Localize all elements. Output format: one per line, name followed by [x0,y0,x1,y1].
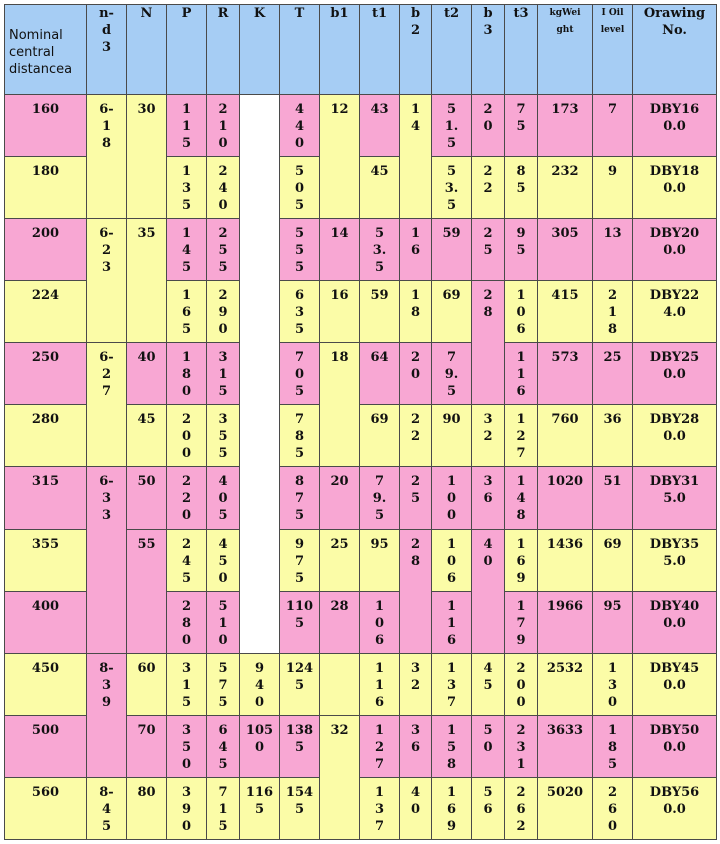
cell-t1: 64 [360,343,400,405]
cell-b3: 36 [472,467,505,529]
cell-b3: 25 [472,219,505,281]
cell-drawing: DBY200.0 [633,219,717,281]
table-row [5,653,717,715]
cell-oil: 36 [593,405,633,467]
cell-nd3: 8-45 [87,777,127,839]
cell-P: 200 [167,405,207,467]
cell-dist: 280 [5,405,87,467]
cell-K: 1050 [240,715,280,777]
cell-oil: 7 [593,95,633,157]
cell-R: 240 [207,157,240,219]
header-t1: t1 [360,5,400,95]
header-t2: t2 [432,5,472,95]
cell-t2: 137 [432,653,472,715]
cell-N: 60 [127,653,167,715]
cell-R: 450 [207,529,240,591]
cell-t3: 75 [505,95,538,157]
cell-weight: 1966 [538,591,593,653]
cell-t2: 158 [432,715,472,777]
header-row [5,5,717,95]
cell-t2: 79.5 [432,343,472,405]
cell-dist: 315 [5,467,87,529]
header-b1: b1 [320,5,360,95]
cell-t3: 148 [505,467,538,529]
cell-b1: 16 [320,281,360,343]
cell-weight: 5020 [538,777,593,839]
cell-N: 50 [127,467,167,529]
cell-P: 135 [167,157,207,219]
cell-dist: 250 [5,343,87,405]
cell-oil: 260 [593,777,633,839]
cell-t2: 106 [432,529,472,591]
cell-K: 940 [240,653,280,715]
cell-R: 255 [207,219,240,281]
cell-t1: 137 [360,777,400,839]
cell-t2: 59 [432,219,472,281]
cell-weight: 1020 [538,467,593,529]
cell-weight: 173 [538,95,593,157]
cell-oil: 95 [593,591,633,653]
cell-b3: 32 [472,405,505,467]
cell-T: 555 [280,219,320,281]
cell-b3: 50 [472,715,505,777]
cell-dist: 180 [5,157,87,219]
cell-t1: 116 [360,653,400,715]
cell-N: 35 [127,219,167,343]
cell-dist: 355 [5,529,87,591]
cell-t1: 69 [360,405,400,467]
table-row [5,467,717,529]
cell-P: 315 [167,653,207,715]
cell-R: 715 [207,777,240,839]
cell-t3: 116 [505,343,538,405]
cell-t1: 53.5 [360,219,400,281]
cell-P: 350 [167,715,207,777]
cell-P: 220 [167,467,207,529]
cell-t3: 127 [505,405,538,467]
header-P: P [167,5,207,95]
header-oil: I Oil level [593,5,633,95]
cell-oil: 51 [593,467,633,529]
cell-b1: 18 [320,343,360,467]
header-weight: kgWeight [538,5,593,95]
cell-T: 440 [280,95,320,157]
cell-N: 45 [127,405,167,467]
cell-P: 280 [167,591,207,653]
cell-N: 40 [127,343,167,405]
cell-T: 875 [280,467,320,529]
cell-t1: 95 [360,529,400,591]
header-T: T [280,5,320,95]
table-row [5,95,717,157]
cell-drawing: DBY224.0 [633,281,717,343]
header-b3: b3 [472,5,505,95]
cell-b2: 28 [400,529,432,653]
cell-t2: 90 [432,405,472,467]
cell-t3: 200 [505,653,538,715]
cell-weight: 760 [538,405,593,467]
cell-R: 210 [207,95,240,157]
cell-drawing: DBY180.0 [633,157,717,219]
cell-oil: 69 [593,529,633,591]
cell-t1: 106 [360,591,400,653]
cell-b2: 32 [400,653,432,715]
cell-nd3: 6-18 [87,95,127,219]
cell-T: 785 [280,405,320,467]
cell-drawing: DBY250.0 [633,343,717,405]
cell-drawing: DBY500.0 [633,715,717,777]
cell-t1: 79.5 [360,467,400,529]
cell-N: 80 [127,777,167,839]
cell-t2: 51.5 [432,95,472,157]
cell-drawing: DBY450.0 [633,653,717,715]
table-row [5,343,717,405]
cell-t3: 231 [505,715,538,777]
cell-oil: 130 [593,653,633,715]
cell-b2: 20 [400,343,432,405]
cell-weight: 305 [538,219,593,281]
cell-b2: 18 [400,281,432,343]
cell-T: 1245 [280,653,320,715]
cell-dist: 224 [5,281,87,343]
cell-b1: 32 [320,715,360,839]
spec-table [4,4,717,840]
cell-b3: 56 [472,777,505,839]
cell-P: 390 [167,777,207,839]
cell-R: 575 [207,653,240,715]
cell-weight: 1436 [538,529,593,591]
cell-b1: 25 [320,529,360,591]
cell-b2: 16 [400,219,432,281]
cell-dist: 160 [5,95,87,157]
cell-N: 70 [127,715,167,777]
cell-b2: 25 [400,467,432,529]
table-row [5,219,717,281]
cell-nd3: 6-27 [87,343,127,467]
cell-T: 505 [280,157,320,219]
cell-weight: 3633 [538,715,593,777]
cell-nd3: 8-39 [87,653,127,777]
cell-T: 1105 [280,591,320,653]
cell-t3: 179 [505,591,538,653]
cell-b1: 12 [320,95,360,219]
cell-P: 165 [167,281,207,343]
cell-t3: 95 [505,219,538,281]
cell-t1: 45 [360,157,400,219]
cell-t3: 169 [505,529,538,591]
cell-b2: 22 [400,405,432,467]
cell-b1: 28 [320,591,360,653]
header-drawing: Orawing No. [633,5,717,95]
cell-P: 180 [167,343,207,405]
cell-R: 290 [207,281,240,343]
cell-R: 315 [207,343,240,405]
cell-t2: 169 [432,777,472,839]
cell-T: 975 [280,529,320,591]
cell-K: 1165 [240,777,280,839]
cell-t1: 127 [360,715,400,777]
cell-R: 645 [207,715,240,777]
header-b2: b2 [400,5,432,95]
cell-t2: 116 [432,591,472,653]
cell-b2: 40 [400,777,432,839]
cell-b2: 14 [400,95,432,219]
cell-b1-empty [320,653,360,715]
cell-weight: 573 [538,343,593,405]
cell-t3: 262 [505,777,538,839]
cell-t1: 43 [360,95,400,157]
cell-b1: 14 [320,219,360,281]
cell-nd3: 6-23 [87,219,127,343]
cell-b3: 40 [472,529,505,653]
cell-t3: 85 [505,157,538,219]
cell-T: 705 [280,343,320,405]
cell-drawing: DBY160.0 [633,95,717,157]
cell-dist: 200 [5,219,87,281]
cell-b3: 28 [472,281,505,405]
cell-t1: 59 [360,281,400,343]
cell-b1: 20 [320,467,360,529]
cell-t3: 106 [505,281,538,343]
header-N: N [127,5,167,95]
cell-t2: 69 [432,281,472,343]
cell-dist: 400 [5,591,87,653]
cell-weight: 232 [538,157,593,219]
header-nd3: n-d3 [87,5,127,95]
cell-N: 55 [127,529,167,653]
cell-N: 30 [127,95,167,219]
cell-dist: 500 [5,715,87,777]
cell-b3: 45 [472,653,505,715]
cell-T: 635 [280,281,320,343]
cell-P: 245 [167,529,207,591]
cell-oil: 9 [593,157,633,219]
cell-b2: 36 [400,715,432,777]
cell-oil: 218 [593,281,633,343]
cell-t2: 100 [432,467,472,529]
cell-weight: 2532 [538,653,593,715]
cell-P: 145 [167,219,207,281]
cell-P: 115 [167,95,207,157]
cell-drawing: DBY315.0 [633,467,717,529]
cell-t2: 53.5 [432,157,472,219]
cell-drawing: DBY560.0 [633,777,717,839]
cell-drawing: DBY355.0 [633,529,717,591]
cell-T: 1385 [280,715,320,777]
cell-oil: 13 [593,219,633,281]
cell-R: 405 [207,467,240,529]
cell-R: 355 [207,405,240,467]
header-K: K [240,5,280,95]
cell-oil: 25 [593,343,633,405]
table-row [5,777,717,839]
cell-T: 1545 [280,777,320,839]
cell-b3: 20 [472,95,505,157]
cell-oil: 185 [593,715,633,777]
cell-drawing: DBY280.0 [633,405,717,467]
cell-drawing: DBY400.0 [633,591,717,653]
cell-dist: 450 [5,653,87,715]
header-R: R [207,5,240,95]
cell-R: 510 [207,591,240,653]
cell-K-blank [240,95,280,654]
header-t3: t3 [505,5,538,95]
cell-weight: 415 [538,281,593,343]
cell-b3: 22 [472,157,505,219]
header-distance: Nominal central distancea [5,5,87,95]
cell-nd3: 6-33 [87,467,127,653]
cell-dist: 560 [5,777,87,839]
